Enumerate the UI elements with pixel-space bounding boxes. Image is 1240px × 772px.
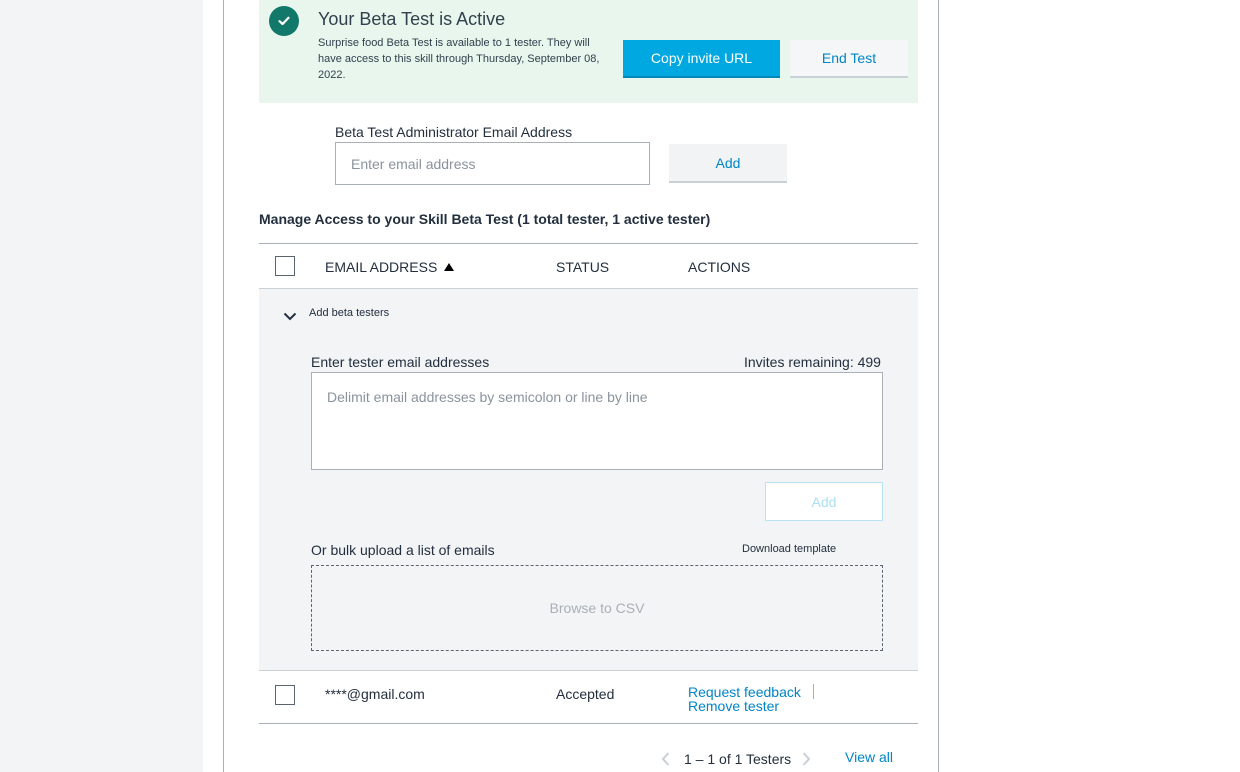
- select-all-checkbox[interactable]: [275, 256, 295, 276]
- banner-title: Your Beta Test is Active: [318, 9, 506, 29]
- table-divider: [259, 243, 918, 244]
- browse-csv-label: Browse to CSV: [549, 600, 645, 616]
- tester-emails-label: Enter tester email addresses: [311, 354, 490, 370]
- chevron-right-icon[interactable]: [801, 751, 811, 772]
- admin-add-button[interactable]: Add: [669, 144, 787, 183]
- banner-description: Surprise food Beta Test is available to 1 tester. They will have access to this skill through Thursday, September 08, 2022.: [318, 37, 600, 81]
- add-testers-button[interactable]: Add: [765, 482, 883, 521]
- email-column-header[interactable]: [325, 259, 455, 275]
- left-rail: [0, 0, 203, 772]
- end-test-button[interactable]: End Test: [790, 40, 908, 78]
- email-column-label: EMAIL ADDRESS: [325, 259, 438, 275]
- actions-column-header: ACTIONS: [688, 259, 751, 275]
- tester-emails-textarea[interactable]: [311, 372, 883, 470]
- remove-tester-link[interactable]: Remove tester: [688, 698, 780, 714]
- tester-status: Accepted: [556, 686, 615, 702]
- invites-remaining: Invites remaining: 499: [744, 354, 881, 370]
- view-all-link[interactable]: View all: [845, 749, 893, 765]
- table-divider: [259, 723, 918, 724]
- download-template-link[interactable]: Download template: [742, 543, 837, 555]
- add-beta-testers-toggle[interactable]: Add beta testers: [309, 307, 390, 319]
- csv-dropzone[interactable]: [311, 565, 883, 651]
- check-circle-icon: [269, 6, 299, 36]
- pagination-status: 1 – 1 of 1 Testers: [684, 751, 792, 767]
- manage-access-title: Manage Access to your Skill Beta Test (1 total tester, 1 active tester): [259, 211, 711, 227]
- admin-email-input[interactable]: [335, 142, 650, 185]
- tester-row-checkbox[interactable]: [275, 685, 295, 705]
- status-column-header: STATUS: [556, 259, 610, 275]
- chevron-left-icon[interactable]: [661, 751, 671, 772]
- action-separator: [813, 684, 814, 699]
- request-feedback-link[interactable]: Request feedback: [688, 684, 801, 700]
- tester-email: ****@gmail.com: [325, 686, 425, 702]
- sort-ascending-icon: [443, 262, 455, 272]
- bulk-upload-label: Or bulk upload a list of emails: [311, 542, 495, 558]
- admin-email-label: Beta Test Administrator Email Address: [335, 124, 573, 140]
- copy-invite-url-button[interactable]: Copy invite URL: [623, 40, 780, 78]
- chevron-down-icon[interactable]: [282, 308, 298, 329]
